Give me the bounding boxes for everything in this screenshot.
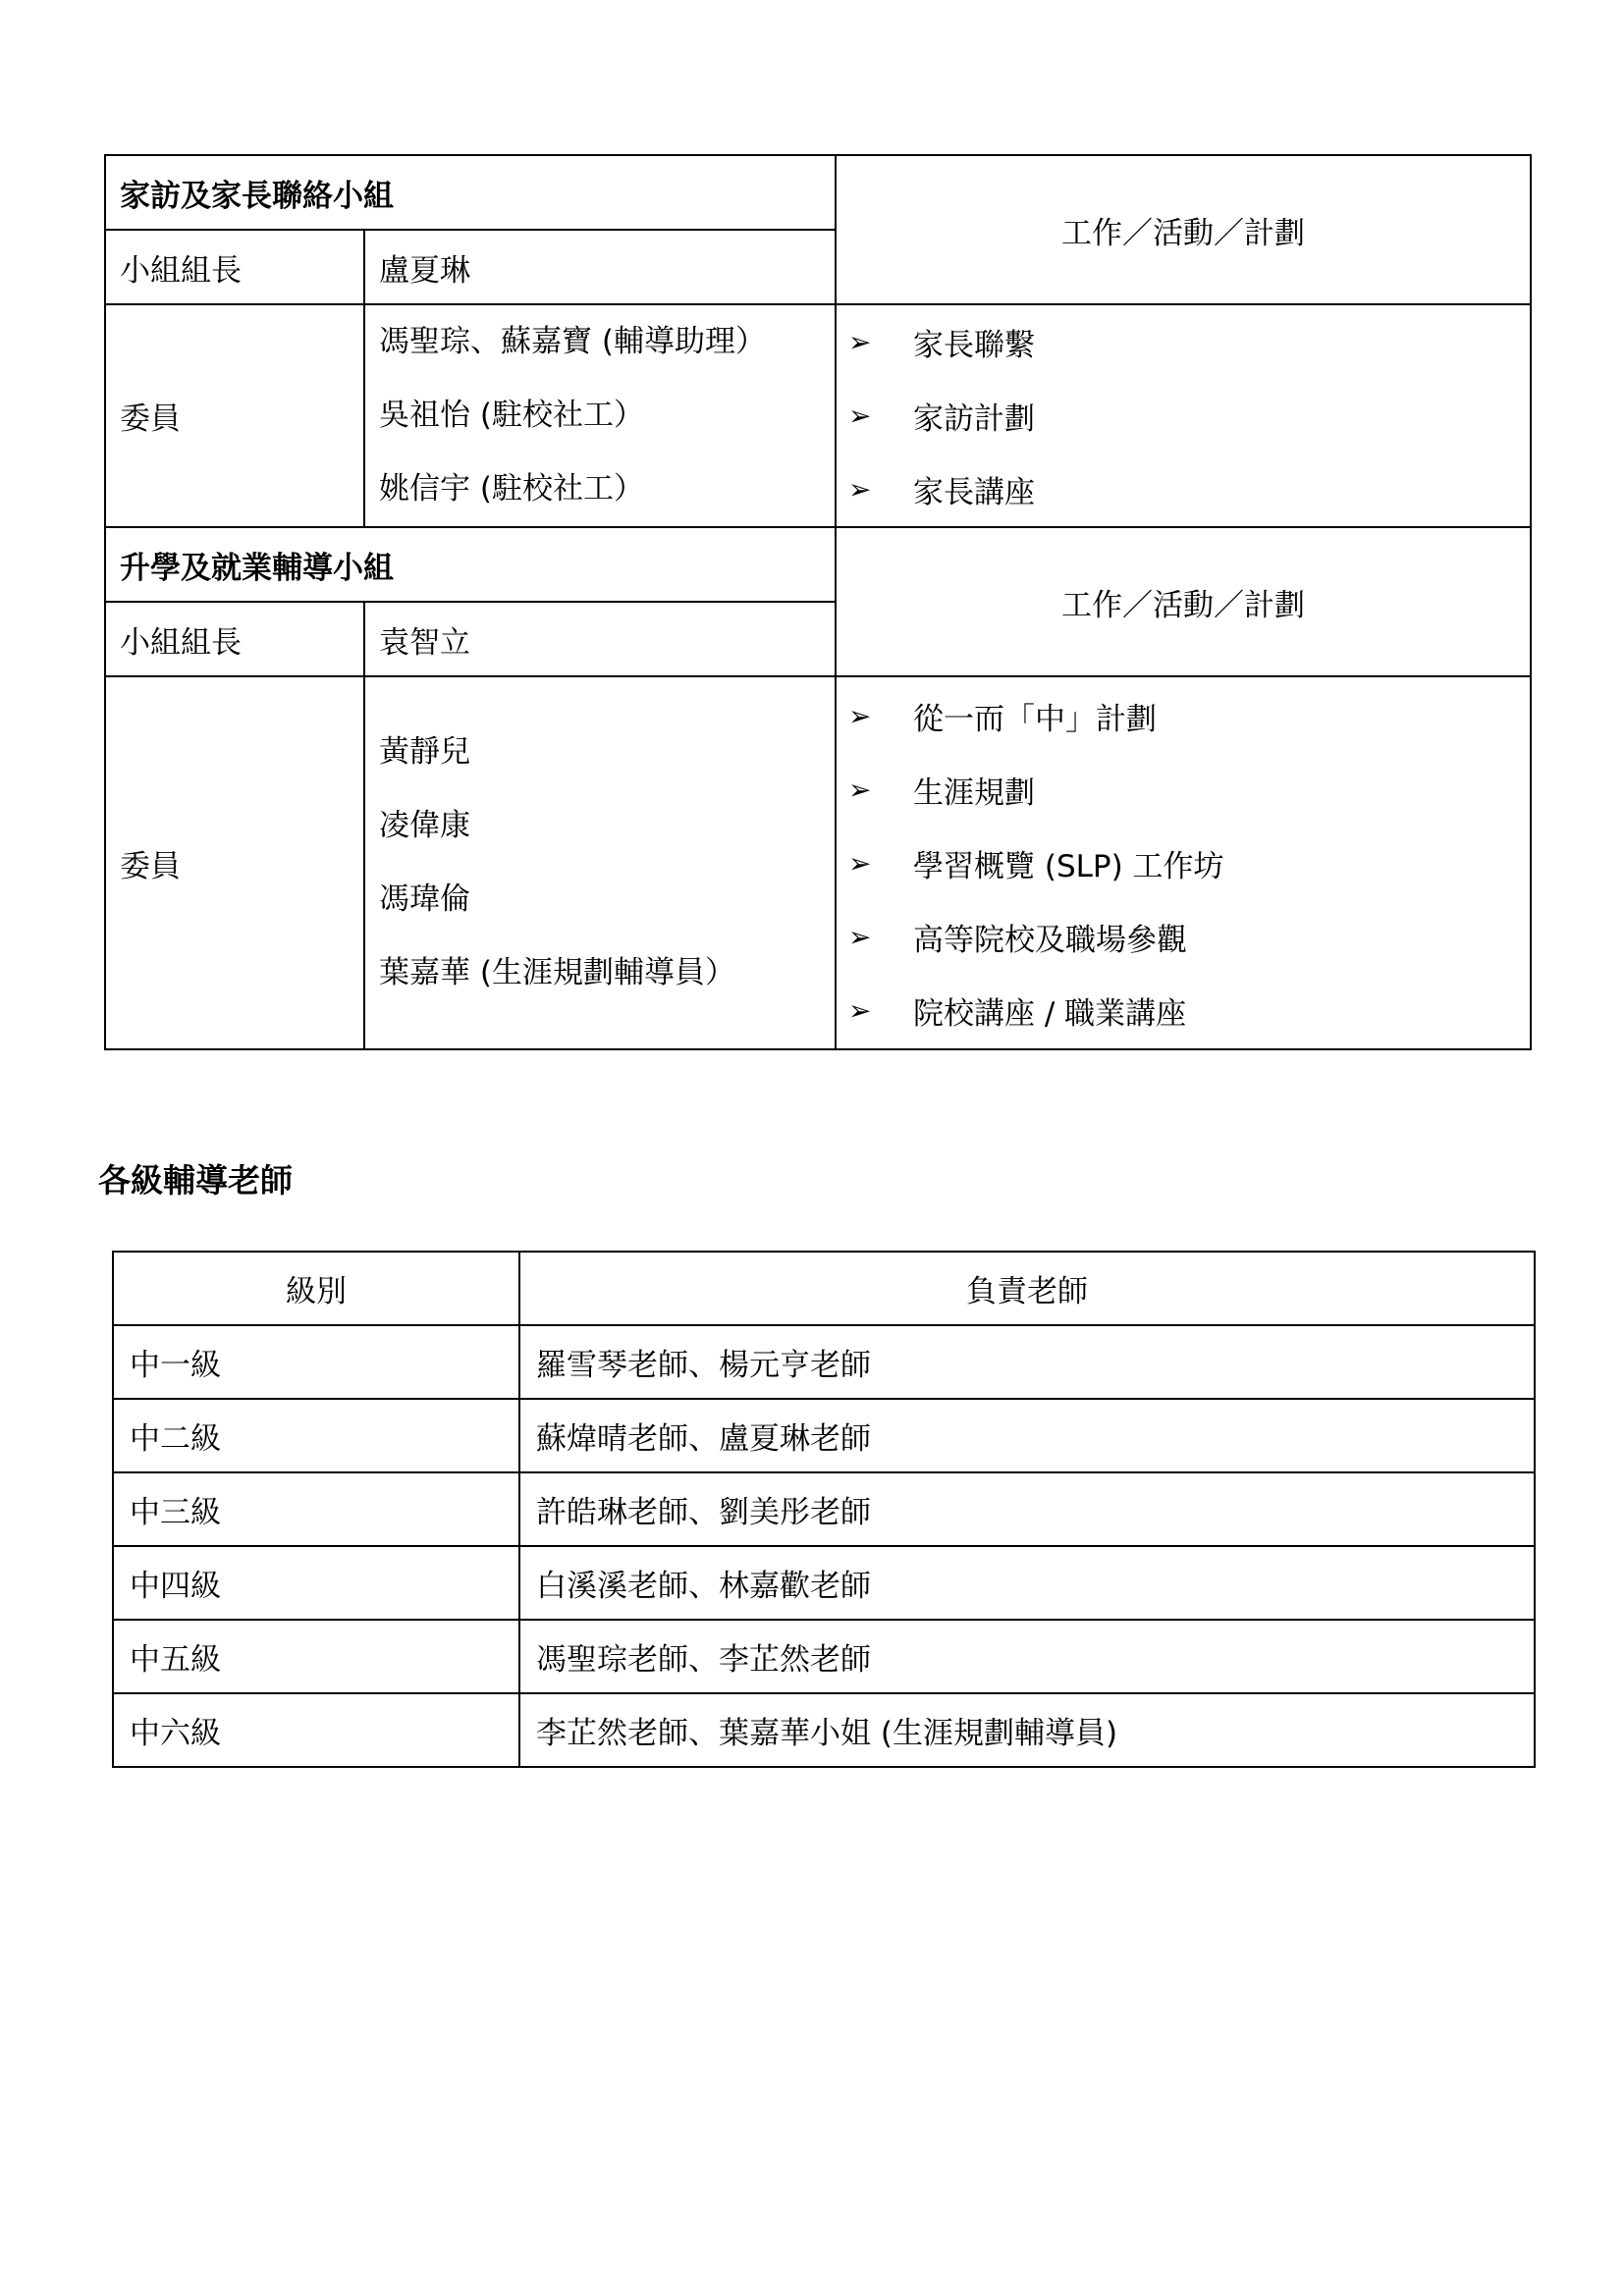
task-label: 高等院校及職場參觀	[913, 922, 1187, 958]
tasks-list	[850, 679, 1530, 1047]
leader-name: 盧夏琳	[364, 230, 836, 304]
task-item	[850, 753, 1530, 827]
task-label: 生涯規劃	[913, 774, 1035, 811]
table-row	[113, 1693, 1535, 1767]
level-cell: 中一級	[113, 1325, 519, 1399]
table-row	[113, 1620, 1535, 1693]
task-item	[850, 379, 1530, 453]
level-cell: 中五級	[113, 1620, 519, 1693]
task-label: 家訪計劃	[913, 401, 1035, 437]
committee-title-row	[105, 155, 1531, 230]
teachers-cell: 白溪溪老師、林嘉歡老師	[519, 1546, 1535, 1620]
committee-title: 升學及就業輔導小組	[105, 527, 836, 602]
task-item	[850, 827, 1530, 900]
member-item: 吳祖怡 (駐校社工）	[379, 398, 644, 433]
table-row	[113, 1399, 1535, 1472]
task-item	[850, 679, 1530, 753]
teachers-cell: 馮聖琮老師、李芷然老師	[519, 1620, 1535, 1693]
member-item: 姚信宇 (駐校社工）	[379, 471, 644, 507]
arrow-bullet-icon: ➢	[848, 846, 872, 880]
task-label: 院校講座 / 職業講座	[913, 995, 1187, 1032]
leader-label: 小組組長	[105, 602, 364, 676]
teachers-cell: 李芷然老師、葉嘉華小姐 (生涯規劃輔導員)	[519, 1693, 1535, 1767]
teachers-cell: 羅雪琴老師、楊元亨老師	[519, 1325, 1535, 1399]
committees-table	[104, 154, 1532, 1050]
arrow-bullet-icon: ➢	[848, 920, 872, 953]
arrow-bullet-icon: ➢	[848, 773, 872, 806]
member-item: 葉嘉華 (生涯規劃輔導員）	[379, 955, 735, 990]
task-label: 家長講座	[913, 475, 1035, 510]
task-item	[850, 974, 1530, 1047]
tutors-header-row	[113, 1252, 1535, 1325]
teachers-cell: 蘇煒晴老師、盧夏琳老師	[519, 1399, 1535, 1472]
arrow-bullet-icon: ➢	[848, 400, 872, 432]
members-row	[105, 304, 1531, 527]
teachers-cell: 許皓琳老師、劉美彤老師	[519, 1472, 1535, 1546]
level-cell: 中二級	[113, 1399, 519, 1472]
task-item	[850, 453, 1530, 526]
level-cell: 中六級	[113, 1693, 519, 1767]
members-label: 委員	[105, 304, 364, 527]
task-label: 學習概覽 (SLP) 工作坊	[913, 848, 1224, 884]
arrow-bullet-icon: ➢	[848, 993, 872, 1027]
members-list	[364, 304, 836, 527]
tasks-cell	[836, 676, 1531, 1049]
arrow-bullet-icon: ➢	[848, 326, 872, 358]
tutors-table	[112, 1251, 1536, 1768]
arrow-bullet-icon: ➢	[848, 699, 872, 732]
member-item: 馮聖琮、蘇嘉寶 (輔導助理）	[379, 324, 766, 359]
tasks-cell	[836, 304, 1531, 527]
table-row	[113, 1325, 1535, 1399]
task-label: 從一而「中」計劃	[913, 701, 1157, 737]
column-header-level: 級別	[113, 1252, 519, 1325]
column-header-teachers: 負責老師	[519, 1252, 1535, 1325]
table-row	[113, 1546, 1535, 1620]
committee-title: 家訪及家長聯絡小組	[105, 155, 836, 230]
members-label: 委員	[105, 676, 364, 1049]
members-list	[364, 676, 836, 1049]
arrow-bullet-icon: ➢	[848, 473, 872, 506]
work-header: 工作／活動／計劃	[836, 155, 1531, 304]
leader-name: 袁智立	[364, 602, 836, 676]
member-item: 馮瑋倫	[379, 881, 470, 917]
tasks-list	[850, 305, 1530, 526]
level-cell: 中四級	[113, 1546, 519, 1620]
level-cell: 中三級	[113, 1472, 519, 1546]
member-item: 凌偉康	[379, 808, 470, 843]
leader-label: 小組組長	[105, 230, 364, 304]
member-item: 黃靜兒	[379, 734, 470, 770]
committee-title-row	[105, 527, 1531, 602]
work-header: 工作／活動／計劃	[836, 527, 1531, 676]
table-row	[113, 1472, 1535, 1546]
task-item	[850, 900, 1530, 974]
tutors-heading: 各級輔導老師	[98, 1161, 293, 1200]
members-row	[105, 676, 1531, 1049]
task-label: 家長聯繫	[913, 328, 1035, 363]
task-item	[850, 305, 1530, 379]
